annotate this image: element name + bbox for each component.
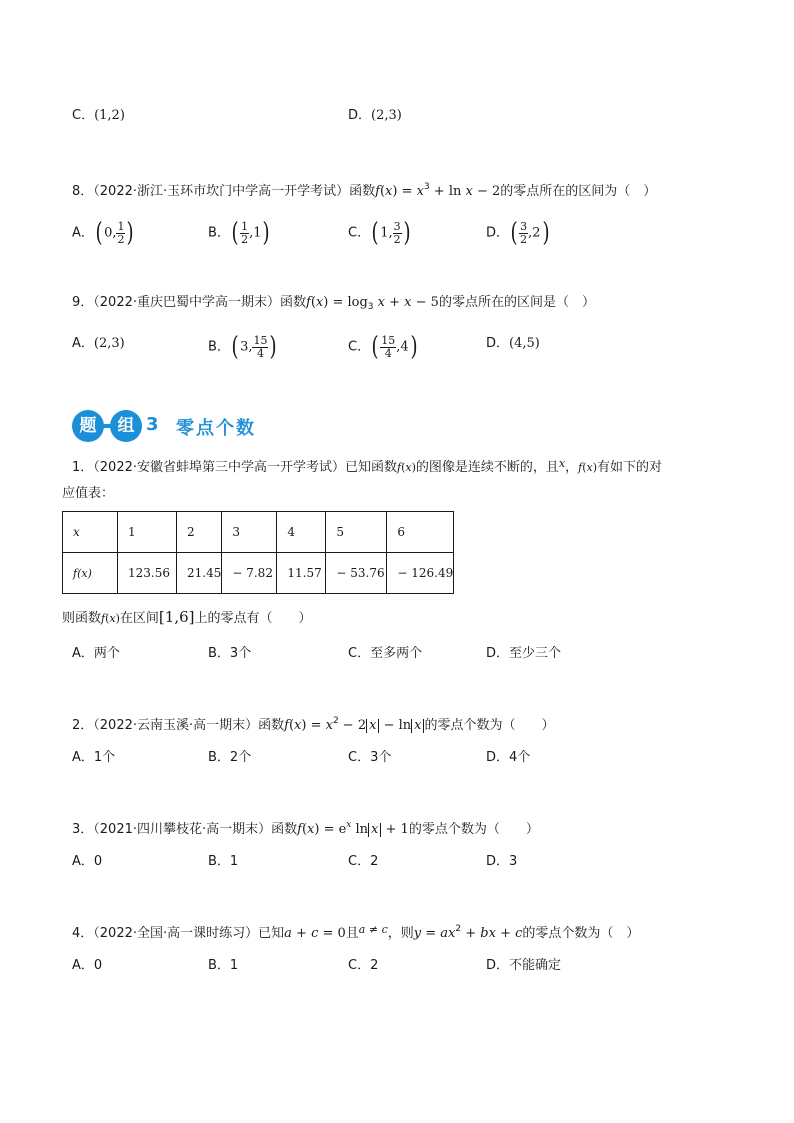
prev-option-d: D．(2,3) <box>348 108 402 123</box>
section-number: 3 <box>146 414 159 435</box>
table-cell: − 53.76 <box>326 553 387 594</box>
s3-q1-text-d: 有如下的对 <box>597 460 663 475</box>
s3-question-1-line-1: 1．（2022·安徽省蚌埠第三中学高一开学考试）已知函数f(x)的图像是连续不断的，且$^x$，f(x)有如下的对 <box>72 457 663 475</box>
prev-option-c: C．(1,2) <box>72 108 125 123</box>
s3-question-1-ask: 则函数f(x)在区间[1,6]上的零点有（ ） <box>62 608 312 626</box>
table-header-cell: 2 <box>177 512 222 553</box>
s3-q2-option-b[interactable]: B．2个 <box>208 750 252 765</box>
s3-q4-option-a[interactable]: A．0 <box>72 958 103 973</box>
section-header <box>72 410 372 442</box>
table-cell: − 126.49 <box>387 553 454 594</box>
table-cell: 123.56 <box>118 553 177 594</box>
s3-q3-option-c[interactable]: C．2 <box>348 854 379 869</box>
table-cell: 21.45 <box>177 553 222 594</box>
s3-q3-option-a[interactable]: A．0 <box>72 854 103 869</box>
question-8-option-a[interactable]: A．( 0, $\frac{1}{2}$ ) <box>72 218 135 248</box>
section-title: 零点个数 <box>176 418 256 439</box>
question-9-stem: 9．（2022·重庆巴蜀中学高一期末）函数$f(x) = \log_3 x + x - 5$的零点所在的区间是（ ） <box>72 295 595 312</box>
s3-q3-source: 3．（2021·四川攀枝花·高一期末）函数 <box>72 822 298 837</box>
question-8-option-c[interactable]: C．( 1, $\frac{3}{2}$ ) <box>348 218 411 248</box>
table-row <box>63 512 454 553</box>
s3-q3-option-b[interactable]: B．1 <box>208 854 239 869</box>
s3-q1-interval: [1,6] <box>158 608 195 626</box>
s3-q1-text-c: ， <box>565 460 579 475</box>
question-8-function: f <box>375 184 380 199</box>
s3-q1-ask-b: 在区间 <box>119 611 159 626</box>
table-header-cell: 5 <box>326 512 387 553</box>
s3-q3-option-d[interactable]: D．3 <box>486 854 518 869</box>
question-8-source: 8．（2022·浙江·玉环市坎门中学高一开学考试）函数 <box>72 184 376 199</box>
table-row <box>63 553 454 594</box>
s3-q4-mid2: ，则 <box>387 926 414 941</box>
s3-question-2-stem: 2．（2022·云南玉溪·高一期末）函数$f(x) = x^2 - 2$ x − ln x 的零点个数为（ ） <box>72 716 555 733</box>
s3-question-3-stem: 3．（2021·四川攀枝花·高一期末）函数$f(x) = e^x$ ln x + 1的零点个数为（ ） <box>72 820 539 837</box>
s3-question-4-stem: 4．（2022·全国·高一课时练习）已知a + c = 0且$^{a \ne c}$，则$y = ax^2$ + bx + c的零点个数为（ ） <box>72 923 640 941</box>
table-header-cell: 3 <box>222 512 277 553</box>
s3-question-1-line-2: 应值表： <box>62 486 115 501</box>
section-badge-zu: 组 <box>110 410 142 442</box>
s3-q1-option-d[interactable]: D．至少三个 <box>486 646 562 661</box>
question-9-option-a[interactable]: A．(2,3) <box>72 336 125 351</box>
question-8-option-b[interactable]: B．( $\frac{1}{2}$ ,1) <box>208 218 271 248</box>
table-cell: f(x) <box>63 553 118 594</box>
question-9-tail: 的零点所在的区间是（ ） <box>438 295 595 310</box>
s3-q1-option-c[interactable]: C．至多两个 <box>348 646 423 661</box>
s3-q4-source: 4．（2022·全国·高一课时练习）已知 <box>72 926 285 941</box>
s3-q2-option-d[interactable]: D．4个 <box>486 750 531 765</box>
question-9-option-d[interactable]: D．(4,5) <box>486 336 540 351</box>
question-8-tail: 的零点所在的区间为（ ） <box>500 184 657 199</box>
question-8-stem: 8．（2022·浙江·玉环市坎门中学高一开学考试）函数$f(x) = x^3 + \ln x - 2$的零点所在的区间为（ ） <box>72 182 657 199</box>
table-header-cell: 6 <box>387 512 454 553</box>
s3-q3-tail: 的零点个数为（ ） <box>408 822 539 837</box>
question-9-source: 9．（2022·重庆巴蜀中学高一期末）函数 <box>72 295 306 310</box>
s3-q1-option-a[interactable]: A．两个 <box>72 646 120 661</box>
question-8-option-d[interactable]: D．( $\frac{3}{2}$ ,2) <box>486 218 550 248</box>
s3-q2-source: 2．（2022·云南玉溪·高一期末）函数 <box>72 718 285 733</box>
table-cell: 11.57 <box>277 553 326 594</box>
table-header-cell: 4 <box>277 512 326 553</box>
question-9-option-b[interactable]: B．( 3, $\frac{15}{4}$ ) <box>208 332 278 362</box>
table-header-cell: x <box>63 512 118 553</box>
s3-q1-text-b: 的图像是连续不断的，且 <box>415 460 559 475</box>
s3-q4-option-d[interactable]: D．不能确定 <box>486 958 562 973</box>
s3-q2-option-c[interactable]: C．3个 <box>348 750 392 765</box>
s3-q2-option-a[interactable]: A．1个 <box>72 750 116 765</box>
s3-q1-source: 1．（2022·安徽省蚌埠第三中学高一开学考试）已知函数 <box>72 460 397 475</box>
s3-q1-ask-c: 上的零点有（ ） <box>194 611 312 626</box>
s3-q4-option-c[interactable]: C．2 <box>348 958 379 973</box>
s3-q4-mid: 且 <box>345 926 359 941</box>
table-header-cell: 1 <box>118 512 177 553</box>
s3-q4-tail: 的零点个数为（ ） <box>522 926 640 941</box>
s3-q4-option-b[interactable]: B．1 <box>208 958 239 973</box>
section-badge-ti: 题 <box>72 410 104 442</box>
s3-q1-option-b[interactable]: B．3个 <box>208 646 252 661</box>
value-table <box>62 511 454 594</box>
table-cell: − 7.82 <box>222 553 277 594</box>
s3-q2-tail: 的零点个数为（ ） <box>424 718 555 733</box>
s3-q1-ask-a: 则函数 <box>62 611 102 626</box>
question-9-option-c[interactable]: C．( $\frac{15}{4}$ ,4) <box>348 332 418 362</box>
